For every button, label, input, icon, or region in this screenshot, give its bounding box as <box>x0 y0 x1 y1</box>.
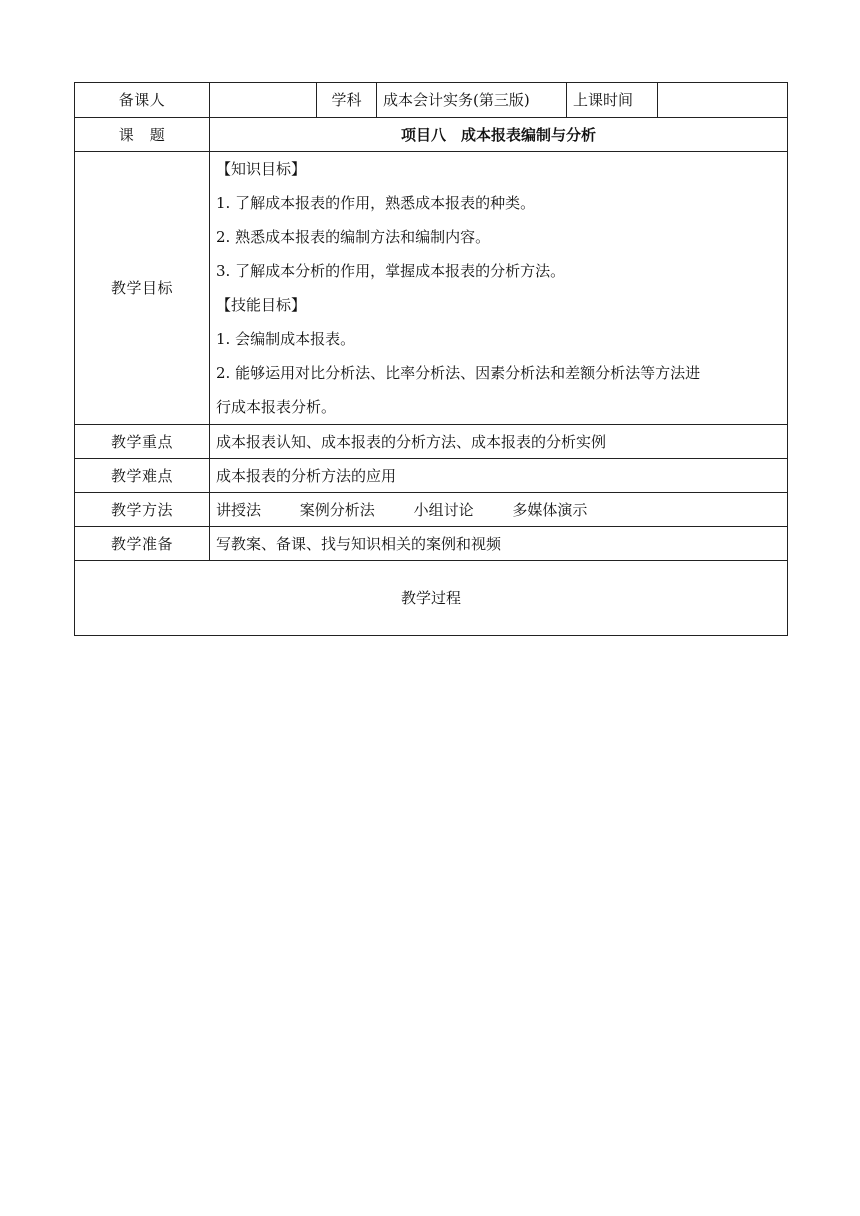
preparation-row <box>75 527 788 561</box>
time-label: 上课时间 <box>567 83 658 118</box>
objectives-content <box>210 152 788 425</box>
preparer-value <box>210 83 317 118</box>
time-value <box>658 83 788 118</box>
topic-label: 课 题 <box>75 118 210 152</box>
method-item: 小组讨论 <box>413 500 474 519</box>
subject-label: 学科 <box>317 83 377 118</box>
key-points-label: 教学重点 <box>75 425 210 459</box>
knowledge-heading: 【知识目标】 <box>216 160 307 178</box>
difficulties-label: 教学难点 <box>75 459 210 493</box>
objectives-row <box>75 152 788 425</box>
method-item: 案例分析法 <box>299 500 375 519</box>
key-points-row <box>75 425 788 459</box>
objectives-label: 教学目标 <box>75 152 210 425</box>
subject-value: 成本会计实务(第三版) <box>377 83 567 118</box>
process-row <box>75 561 788 636</box>
methods-value <box>210 493 788 527</box>
knowledge-item: 2. 熟悉成本报表的编制方法和编制内容。 <box>216 228 491 246</box>
process-label: 教学过程 <box>75 561 788 636</box>
method-item: 多媒体演示 <box>512 500 588 519</box>
methods-label: 教学方法 <box>75 493 210 527</box>
knowledge-item: 3. 了解成本分析的作用，掌握成本报表的分析方法。 <box>216 262 566 280</box>
skill-heading: 【技能目标】 <box>216 296 307 314</box>
method-item: 讲授法 <box>216 500 262 519</box>
difficulties-value: 成本报表的分析方法的应用 <box>210 459 788 493</box>
header-row <box>75 83 788 118</box>
key-points-value: 成本报表认知、成本报表的分析方法、成本报表的分析实例 <box>210 425 788 459</box>
topic-row <box>75 118 788 152</box>
lesson-plan-table <box>74 82 788 636</box>
preparation-value: 写教案、备课、找与知识相关的案例和视频 <box>210 527 788 561</box>
preparation-label: 教学准备 <box>75 527 210 561</box>
topic-value: 项目八 成本报表编制与分析 <box>210 118 788 152</box>
skill-item: 1. 会编制成本报表。 <box>216 330 356 348</box>
preparer-label: 备课人 <box>75 83 210 118</box>
knowledge-item: 1. 了解成本报表的作用，熟悉成本报表的种类。 <box>216 194 536 212</box>
skill-item: 2. 能够运用对比分析法、比率分析法、因素分析法和差额分析法等方法进 <box>216 364 701 382</box>
skill-item: 行成本报表分析。 <box>216 398 337 416</box>
methods-row <box>75 493 788 527</box>
difficulties-row <box>75 459 788 493</box>
